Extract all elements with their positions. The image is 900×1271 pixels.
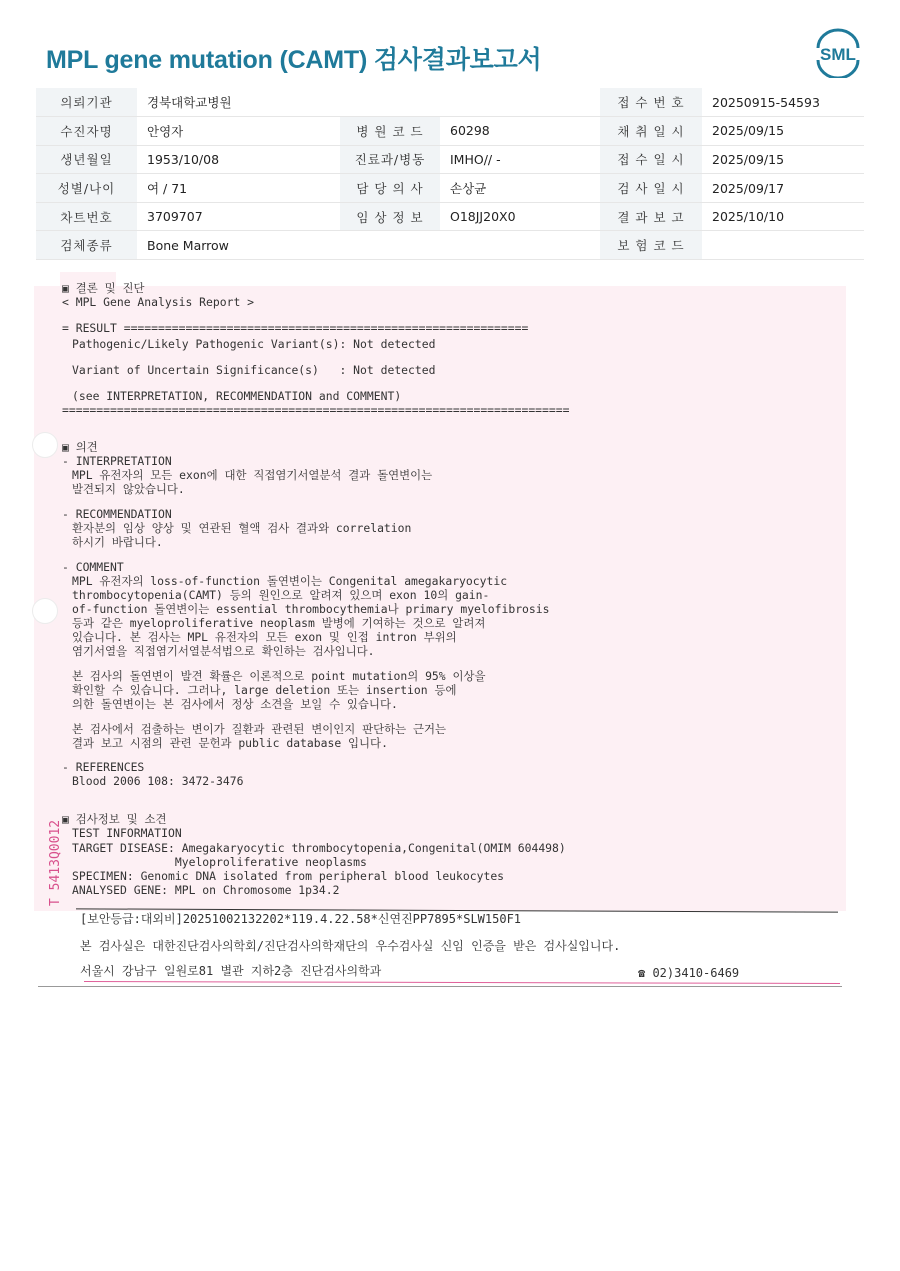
punch-hole [32,598,58,624]
info-row [36,202,864,231]
result-end-rule: ========================================================================== [62,403,570,417]
stamp-text: T 5413Q0012 [48,819,63,906]
comment-line: 의한 돌연변이는 본 검사에서 정상 소견을 보일 수 있습니다. [72,697,398,711]
info-value [440,231,600,260]
info-key: 임 상 정 보 [340,202,440,231]
info-row [36,145,864,174]
result-label: = RESULT =========================================================== [62,321,529,335]
info-value: Bone Marrow [137,231,340,260]
info-value: IMHO// - [440,145,600,174]
info-row [36,174,864,203]
info-key: 의뢰기관 [36,88,137,117]
recommendation-label: - RECOMMENDATION [62,507,172,521]
info-value: 여 / 71 [137,174,340,203]
comment-line: MPL 유전자의 loss-of-function 돌연변이는 Congenital amegakaryocytic [72,574,508,588]
report-subtitle: < MPL Gene Analysis Report > [62,295,255,309]
info-value: 2025/09/15 [702,117,864,146]
info-value: 경북대학교병원 [137,88,340,117]
punch-hole [32,432,58,458]
info-value: O18JJ20X0 [440,202,600,231]
sml-logo [810,28,866,78]
reference-line: Blood 2006 108: 3472-3476 [72,774,244,788]
comment-line: thrombocytopenia(CAMT) 등의 원인으로 알려져 있으며 exon 10의 gain- [72,588,490,602]
specimen-info: SPECIMEN: Genomic DNA isolated from peripheral blood leukocytes [72,869,505,883]
logo-text: SML [820,45,856,64]
target-disease: TARGET DISEASE: Amegakaryocytic thrombocytopenia,Congenital(OMIM 604498) [72,841,566,855]
info-key: 생년월일 [36,145,137,174]
info-key: 병 원 코 드 [340,117,440,146]
interpretation-line: 발견되지 않았습니다. [72,482,185,496]
interpretation-label: - INTERPRETATION [62,454,172,468]
info-value: 1953/10/08 [137,145,340,174]
vertical-stamp [48,786,66,906]
info-value: 60298 [440,117,600,146]
report-title: MPL gene mutation (CAMT) 검사결과보고서 [46,46,542,74]
section-conclusion-heading: ▣ 결론 및 진단 [62,281,145,295]
comment-line: 있습니다. 본 검사는 MPL 유전자의 모든 exon 및 인접 intron 부위의 [72,630,457,644]
info-key: 검 사 일 시 [600,174,702,203]
vus-result: Variant of Uncertain Significance(s) : Not detected [72,363,436,377]
comment-label: - COMMENT [62,560,124,574]
test-info-label: TEST INFORMATION [72,826,182,840]
info-key [340,88,440,117]
references-label: - REFERENCES [62,760,145,774]
info-row [36,88,864,117]
section-test-info-heading: ▣ 검사정보 및 소견 [62,812,167,826]
target-disease-cont: Myeloproliferative neoplasms [72,855,367,869]
comment-line: 본 검사의 돌연변이 발견 확률은 이론적으로 point mutation의 95% 이상을 [72,669,486,683]
pathogenic-result: Pathogenic/Likely Pathogenic Variant(s): Not detected [72,337,436,351]
info-key: 결 과 보 고 [600,202,702,231]
comment-line: of-function 돌연변이는 essential thrombocythemia나 primary myelofibrosis [72,602,550,616]
patient-info-table [36,88,864,260]
info-key: 성별/나이 [36,174,137,203]
comment-line: 염기서열을 직접염기서열분석법으로 확인하는 검사입니다. [72,644,375,658]
info-value: 20250915-54593 [702,88,864,117]
info-value [702,231,864,260]
comment-line: 확인할 수 있습니다. 그러나, large deletion 또는 insertion 등에 [72,683,457,697]
comment-line: 등과 같은 myeloproliferative neoplasm 발병에 기여하는 것으로 알려져 [72,616,486,630]
info-key: 접 수 일 시 [600,145,702,174]
certification-line: 본 검사실은 대한진단검사의학회/진단검사의학재단의 우수검사실 신임 인증을 받은 검사실입니다. [80,939,621,953]
lab-address: 서울시 강남구 일원로81 별관 지하2층 진단검사의학과 [80,964,382,978]
info-key: 접 수 번 호 [600,88,702,117]
info-value: 2025/09/17 [702,174,864,203]
info-key: 담 당 의 사 [340,174,440,203]
recommendation-line: 하시기 바랍니다. [72,535,163,549]
info-row [36,231,864,260]
comment-line: 본 검사에서 검출하는 변이가 질환과 관련된 변이인지 판단하는 근거는 [72,722,446,736]
info-value: 안영자 [137,117,340,146]
info-value: 3709707 [137,202,340,231]
info-value: 2025/09/15 [702,145,864,174]
info-key: 검체종류 [36,231,137,260]
info-value: 손상균 [440,174,600,203]
info-value: 2025/10/10 [702,202,864,231]
info-row [36,117,864,146]
info-key: 수진자명 [36,117,137,146]
info-value [440,88,600,117]
info-key: 진료과/병동 [340,145,440,174]
security-line: [보안등급:대외비]20251002132202*119.4.22.58*신연진PP7895*SLW150F1 [80,912,522,926]
interpretation-line: MPL 유전자의 모든 exon에 대한 직접염기서열분석 결과 돌연변이는 [72,468,433,482]
see-note: (see INTERPRETATION, RECOMMENDATION and COMMENT) [72,389,402,403]
comment-line: 결과 보고 시점의 관련 문헌과 public database 입니다. [72,736,388,750]
footer-bottom-line [38,986,842,987]
analysed-gene: ANALYSED GENE: MPL on Chromosome 1p34.2 [72,883,340,897]
info-key: 채 취 일 시 [600,117,702,146]
lab-phone: ☎ 02)3410-6469 [638,966,740,980]
info-key [340,231,440,260]
info-key: 보 험 코 드 [600,231,702,260]
recommendation-line: 환자분의 임상 양상 및 연관된 혈액 검사 결과와 correlation [72,521,412,535]
info-key: 차트번호 [36,202,137,231]
section-opinion-heading: ▣ 의견 [62,440,98,454]
